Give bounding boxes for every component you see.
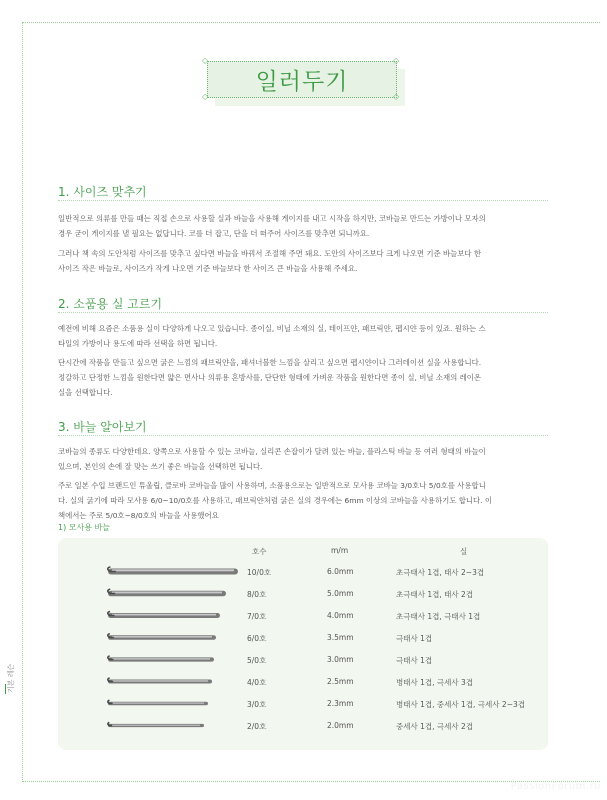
cell-yarn: 극태사 1겹 xyxy=(396,656,433,665)
cell-size: 4/0호 xyxy=(247,678,267,687)
heading-divider xyxy=(58,200,548,201)
title-box xyxy=(207,61,397,98)
heading-divider xyxy=(58,312,548,313)
crochet-hook-icon xyxy=(100,564,240,579)
crochet-hook-icon xyxy=(100,674,240,689)
crochet-hook-icon xyxy=(100,696,240,711)
crochet-hook-icon xyxy=(100,718,240,733)
corner-ornament-icon: ◇ xyxy=(393,56,400,65)
cell-size: 8/0호 xyxy=(247,590,267,599)
section-heading-2: 2. 소품용 실 고르기 xyxy=(58,297,163,311)
cell-size: 3/0호 xyxy=(247,700,267,709)
cell-mm: 6.0mm xyxy=(327,567,354,576)
cell-yarn: 병태사 1겹, 극세사 3겹 xyxy=(396,678,474,687)
crochet-hook-icon xyxy=(100,652,240,667)
cell-mm: 5.0mm xyxy=(327,589,354,598)
side-label: 기본 레슨 xyxy=(7,663,15,693)
cell-mm: 4.0mm xyxy=(327,611,354,620)
cell-yarn: 초극태사 1겹, 태사 2~3겹 xyxy=(396,568,485,577)
cell-mm: 2.3mm xyxy=(327,699,354,708)
paragraph: 주로 일본 수입 브랜드인 튜울립, 클로바 코바늘을 많이 사용하며, 소품용으로는 일반적으로 모사용 코바늘 3/0호나 5/0호를 사용합니 다. 실의 굵기에 따라 모사용 6/0~10/0호를 사용하고, 패브릭얀처럼 굵은 실의 경우에는 6mm 이상의 코바늘을 사용하기도 합니다. 이 책에서는 주로 5/0호~8/0호의 바늘을 사용했어요 xyxy=(58,481,492,520)
cell-size: 5/0호 xyxy=(247,656,267,665)
watermark: PassionForum.ru xyxy=(510,781,601,792)
corner-ornament-icon: ◇ xyxy=(202,92,209,101)
cell-yarn: 극태사 1겹 xyxy=(396,634,433,643)
cell-size: 7/0호 xyxy=(247,612,267,621)
section-heading-1: 1. 사이즈 맞추기 xyxy=(58,185,147,199)
corner-ornament-icon: ◇ xyxy=(202,56,209,65)
cell-mm: 3.0mm xyxy=(327,655,354,664)
cell-size: 6/0호 xyxy=(247,634,267,643)
page-title: 일러두기 xyxy=(255,69,349,95)
table-header-yarn: 실 xyxy=(460,547,468,556)
cell-size: 10/0호 xyxy=(247,568,272,577)
cell-yarn: 병태사 1겹, 중세사 1겹, 극세사 2~3겹 xyxy=(396,700,525,709)
crochet-hook-icon xyxy=(100,586,240,601)
cell-yarn: 초극태사 1겹, 태사 2겹 xyxy=(396,590,474,599)
paragraph: 일반적으로 의류를 만들 때는 직접 손으로 사용할 실과 바늘을 사용해 게이지를 내고 시작을 하지만, 코바늘로 만드는 가방이나 모자의 경우 굳이 게이지를 낼 필요는 없답니다. 코를 더 잡고, 단을 더 떠주어 사이즈를 맞추면 되니까요. xyxy=(58,214,486,238)
heading-divider xyxy=(58,435,548,436)
cell-mm: 2.5mm xyxy=(327,677,354,686)
subsection-label: 1) 모사용 바늘 xyxy=(58,523,110,532)
table-header-size: 호수 xyxy=(252,547,267,556)
crochet-hook-icon xyxy=(100,630,240,645)
cell-yarn: 중세사 1겹, 극세사 2겹 xyxy=(396,722,474,731)
cell-mm: 2.0mm xyxy=(327,721,354,730)
corner-ornament-icon: ◇ xyxy=(393,92,400,101)
paragraph: 예전에 비해 요즘은 소품용 실이 다양하게 나오고 있습니다. 종이실, 비닐 소재의 실, 테이프얀, 패브릭얀, 펩시얀 등이 있죠. 원하는 스 타일의 가방이나 용도에 따라 선택을 하면 됩니다. xyxy=(58,324,486,348)
paragraph: 코바늘의 종류도 다양한데요. 양쪽으로 사용할 수 있는 코바늘, 실리콘 손잡이가 달려 있는 바늘, 플라스틱 바늘 등 여러 형태의 바늘이 있으며, 본인의 손에 잘 맞는 쓰기 좋은 바늘을 선택하면 됩니다. xyxy=(58,447,486,471)
cell-yarn: 초극태사 1겹, 극태사 1겹 xyxy=(396,612,481,621)
cell-size: 2/0호 xyxy=(247,722,267,731)
table-header-mm: m/m xyxy=(331,546,349,555)
paragraph: 단시간에 작품을 만들고 싶으면 굵은 느낌의 패브릭얀을, 패셔너블한 느낌을 살리고 싶으면 펩시얀이나 그러데이션 실을 사용합니다. 정갈하고 단정한 느낌을 원한다면 얇은 면사나 의류용 혼방사를, 단단한 형태에 가벼운 작품을 원한다면 종이 실, 비닐 소재의 레이온 실을 선택합니다. xyxy=(58,358,482,397)
crochet-hook-icon xyxy=(100,608,240,623)
cell-mm: 3.5mm xyxy=(327,633,354,642)
section-heading-3: 3. 바늘 알아보기 xyxy=(58,420,147,434)
paragraph: 그러나 책 속의 도안처럼 사이즈를 맞추고 싶다면 바늘을 바꿔서 조절해 주면 돼요. 도안의 사이즈보다 크게 나오면 기준 바늘보다 한 사이즈 작은 바늘로, 사이즈가 작게 나오면 기준 바늘보다 한 사이즈 큰 바늘을 사용해 주세요. xyxy=(58,249,482,273)
